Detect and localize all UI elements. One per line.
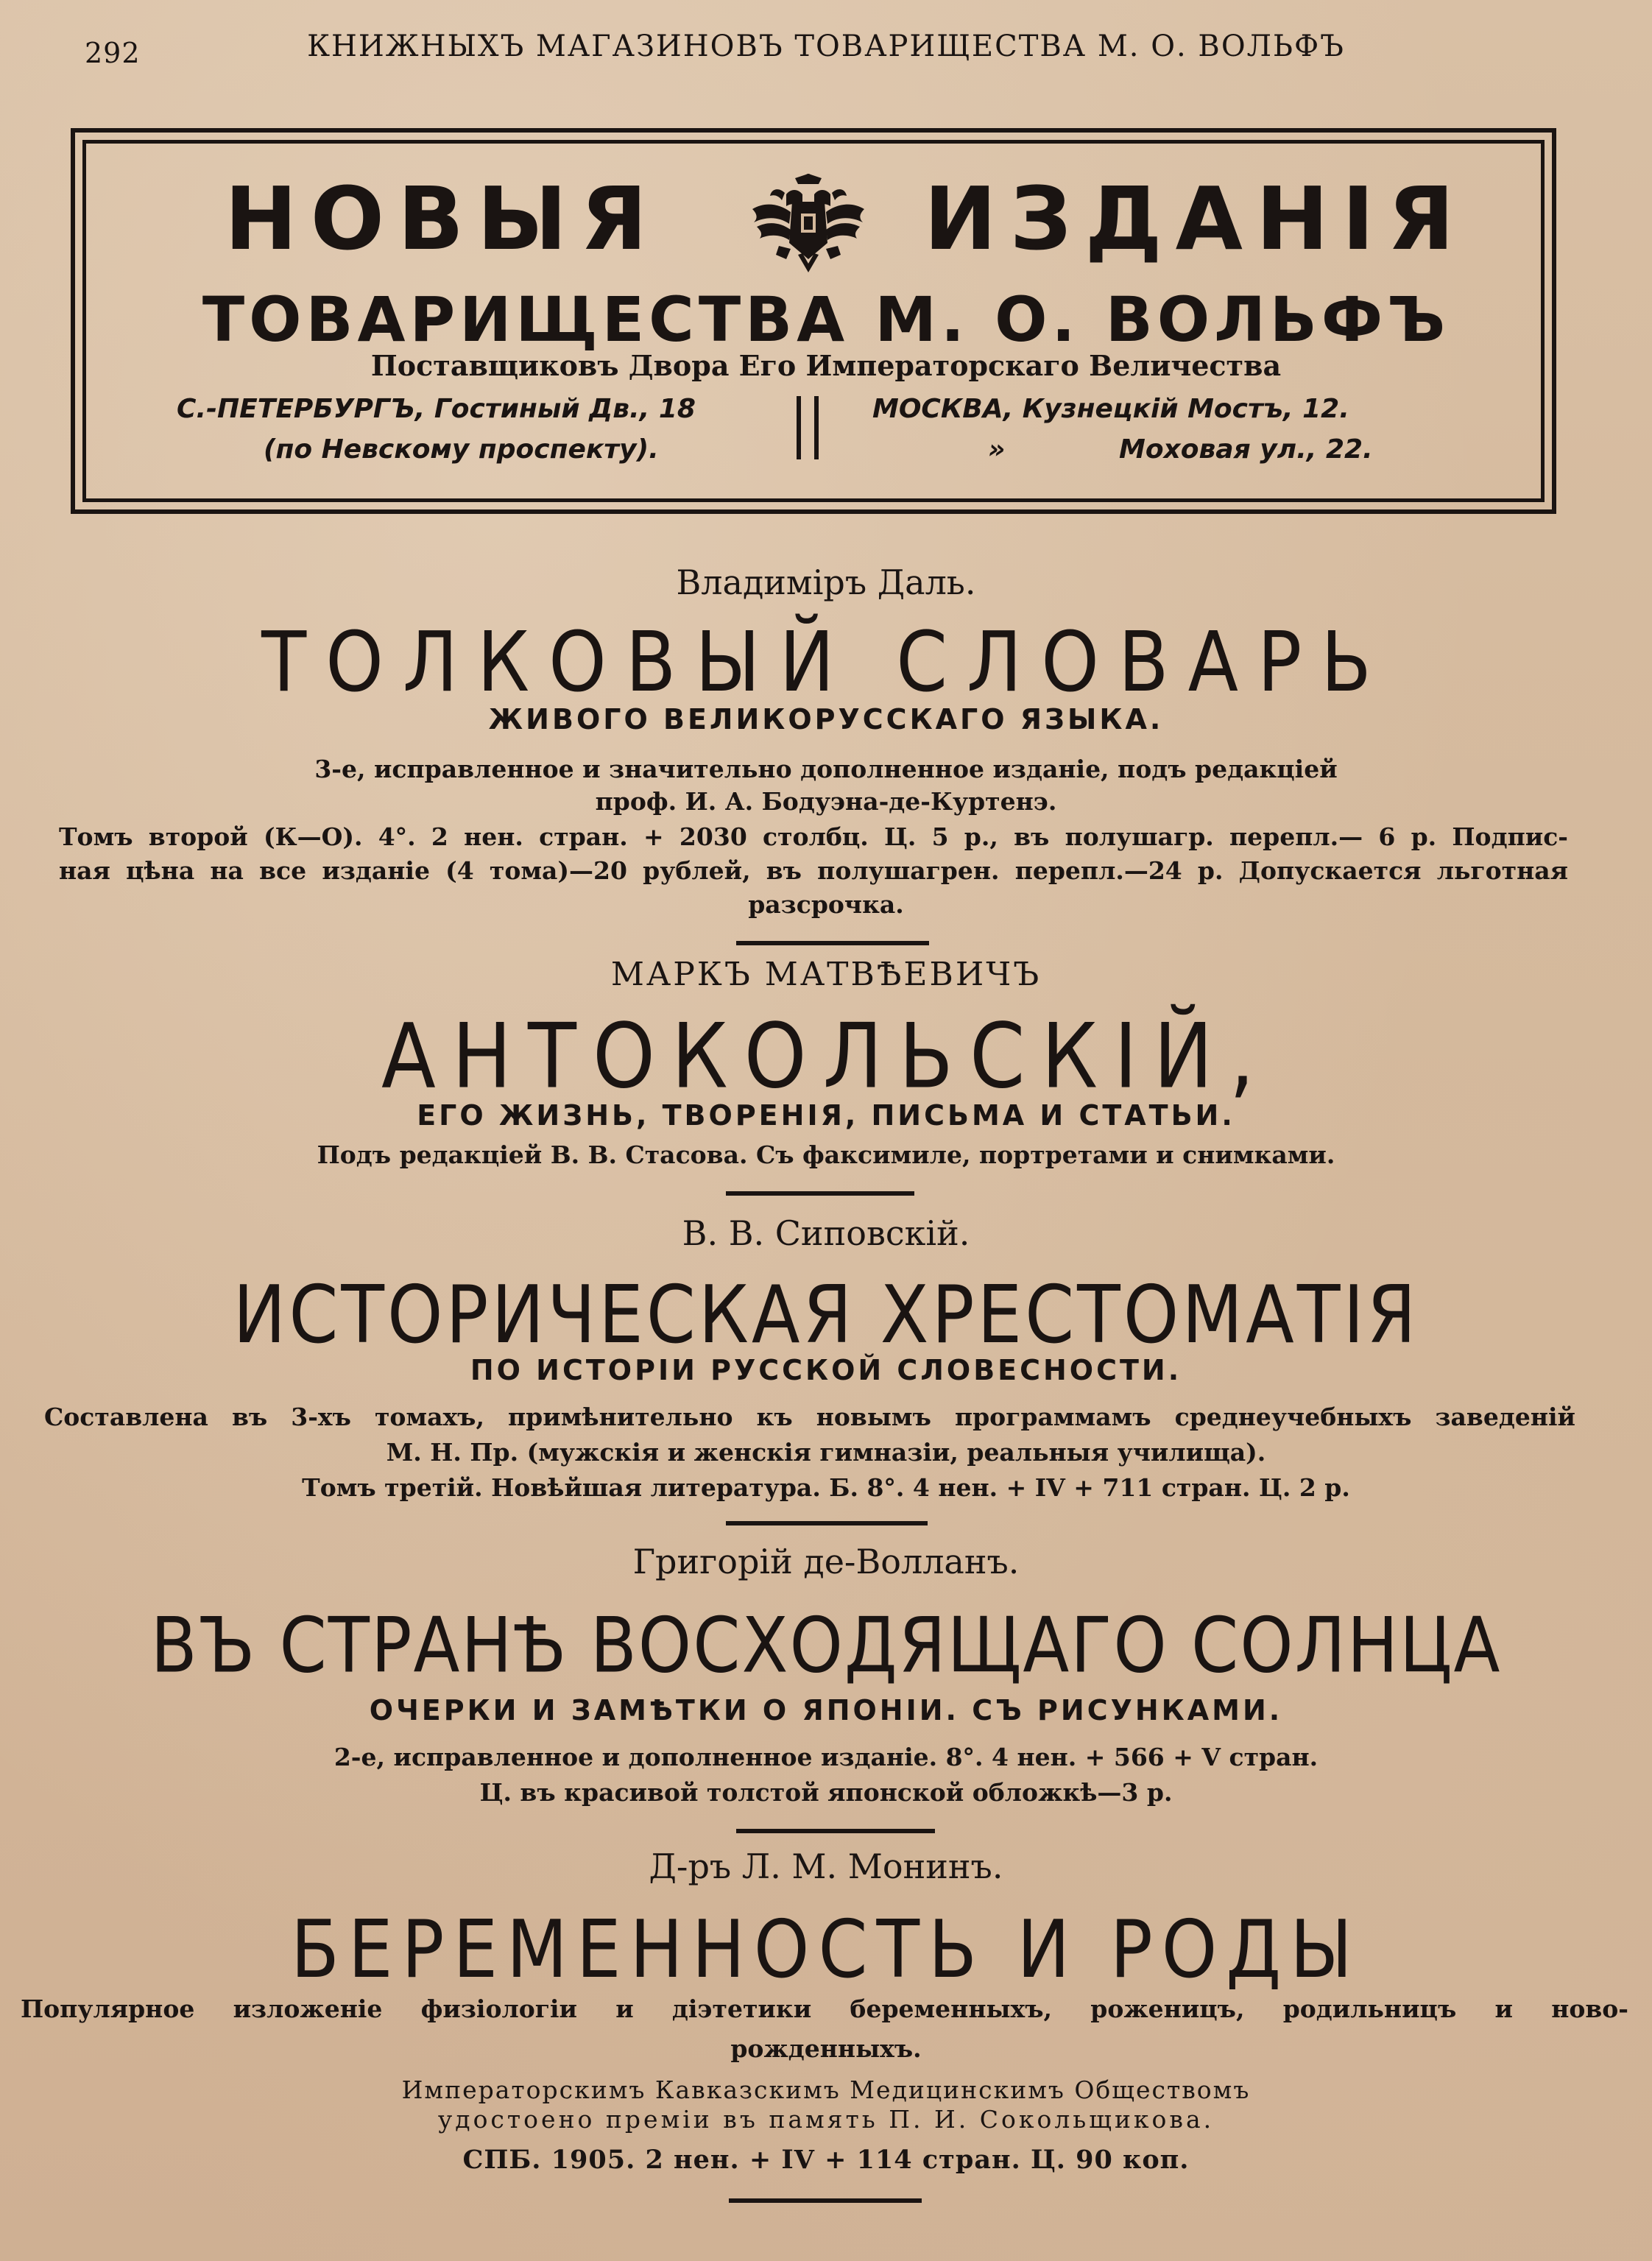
book4-title: ВЪ СТРАНѢ ВОСХОДЯЩАГО СОЛНЦА	[150, 1601, 1502, 1690]
book4-subtitle: ОЧЕРКИ И ЗАМѢТКИ О ЯПОНІИ. СЪ РИСУНКАМИ.	[369, 1694, 1283, 1726]
address-moscow-line1: МОСКВА, Кузнецкій Мостъ, 12.	[872, 394, 1349, 424]
book1-author: Владиміръ Даль.	[676, 562, 976, 602]
separator-rule-3	[726, 1521, 928, 1525]
book3-line1: Составлена въ 3-хъ томахъ, примѣнительно къ новымъ программамъ среднеучебныхъ заведеній	[44, 1403, 1575, 1431]
book2-author: МАРКЪ МАТВѢЕВИЧЪ	[610, 956, 1042, 993]
separator-rule-1	[736, 941, 929, 945]
book3-title: ИСТОРИЧЕСКАЯ ХРЕСТОМАТІЯ	[233, 1269, 1419, 1361]
book5-author: Д-ръ Л. М. Монинъ.	[649, 1846, 1003, 1886]
book1-line1: 3-е, исправленное и значительно дополненное изданіе, подъ редакціей	[314, 755, 1338, 783]
book3-author: В. В. Сиповскій.	[682, 1213, 970, 1253]
address-divider-right	[814, 396, 819, 459]
book1-line4: ная цѣна на все изданіе (4 тома)—20 рублей, въ полушагрен. перепл.—24 р. Допускается льготная	[59, 856, 1568, 885]
address-divider-left	[797, 396, 801, 459]
box-title-left: НОВЫЯ	[225, 168, 661, 269]
book1-subtitle: ЖИВОГО ВЕЛИКОРУССКАГО ЯЗЫКА.	[488, 703, 1164, 736]
book4-line2: Ц. въ красивой толстой японской обложкѣ—3 р.	[479, 1778, 1173, 1807]
box-title-right: ИЗДАНІЯ	[924, 168, 1468, 269]
book5-title: БЕРЕМЕННОСТЬ И РОДЫ	[290, 1903, 1361, 1996]
double-headed-eagle-icon	[749, 172, 867, 274]
book2-title: АНТОКОЛЬСКІЙ,	[381, 1005, 1271, 1109]
book5-line3: Императорскимъ Кавказскимъ Медицинскимъ Обществомъ	[401, 2075, 1251, 2104]
page-header	[0, 22, 1652, 81]
book4-author: Григорій де-Волланъ.	[632, 1542, 1020, 1581]
book5-line5: СПБ. 1905. 2 нен. + IV + 114 стран. Ц. 90 коп.	[462, 2145, 1190, 2175]
book3-line3: Томъ третій. Новѣйшая литература. Б. 8°. 4 нен. + IV + 711 стран. Ц. 2 р.	[302, 1473, 1350, 1502]
book5-line4: удостоено преміи въ память П. И. Сокольщикова.	[437, 2105, 1215, 2134]
address-spb-line2: (по Невскому проспекту).	[264, 434, 659, 465]
book1-line3: Томъ второй (К—О). 4°. 2 нен. стран. + 2030 столбц. Ц. 5 р., въ полушагр. перепл.— 6 р. Подпис-	[59, 822, 1568, 851]
book2-subtitle: ЕГО ЖИЗНЬ, ТВОРЕНІЯ, ПИСЬМА И СТАТЬИ.	[417, 1099, 1235, 1132]
address-moscow-line2: Моховая ул., 22.	[1119, 434, 1373, 465]
address-spb-line1: С.-ПЕТЕРБУРГЪ, Гостиный Дв., 18	[177, 394, 696, 424]
separator-rule-4	[736, 1829, 935, 1833]
book4-line1: 2-е, исправленное и дополненное изданіе. 8°. 4 нен. + 566 + V стран.	[333, 1743, 1319, 1771]
book2-line1: Подъ редакціей В. В. Стасова. Съ факсимиле, портретами и снимками.	[317, 1140, 1335, 1169]
book1-title: ТОЛКОВЫЙ СЛОВАРЬ	[261, 613, 1391, 710]
book3-subtitle: ПО ИСТОРІИ РУССКОЙ СЛОВЕСНОСТИ.	[470, 1354, 1182, 1386]
book5-line1: Популярное изложеніе физіологіи и діэтетики беременныхъ, роженицъ, родильницъ и ново-	[21, 1994, 1628, 2023]
separator-rule-2	[726, 1191, 914, 1196]
running-head: КНИЖНЫХЪ МАГАЗИНОВЪ ТОВАРИЩЕСТВА М. О. ВОЛЬФЪ	[307, 29, 1345, 63]
address-moscow-ditto: »	[988, 434, 1006, 465]
box-publisher-name: ТОВАРИЩЕСТВА М. О. ВОЛЬФЪ	[202, 283, 1450, 356]
book1-line2: проф. И. А. Бодуэна-де-Куртенэ.	[595, 787, 1057, 816]
box-supplier-line: Поставщиковъ Двора Его Императорскаго Величества	[370, 349, 1282, 382]
page-number: 292	[85, 37, 141, 69]
book3-line2: М. Н. Пр. (мужскія и женскія гимназіи, реальныя училища).	[386, 1438, 1266, 1467]
book1-line5: разсрочка.	[748, 890, 904, 919]
separator-rule-5	[729, 2198, 922, 2203]
book5-line2: рожденныхъ.	[730, 2034, 922, 2063]
